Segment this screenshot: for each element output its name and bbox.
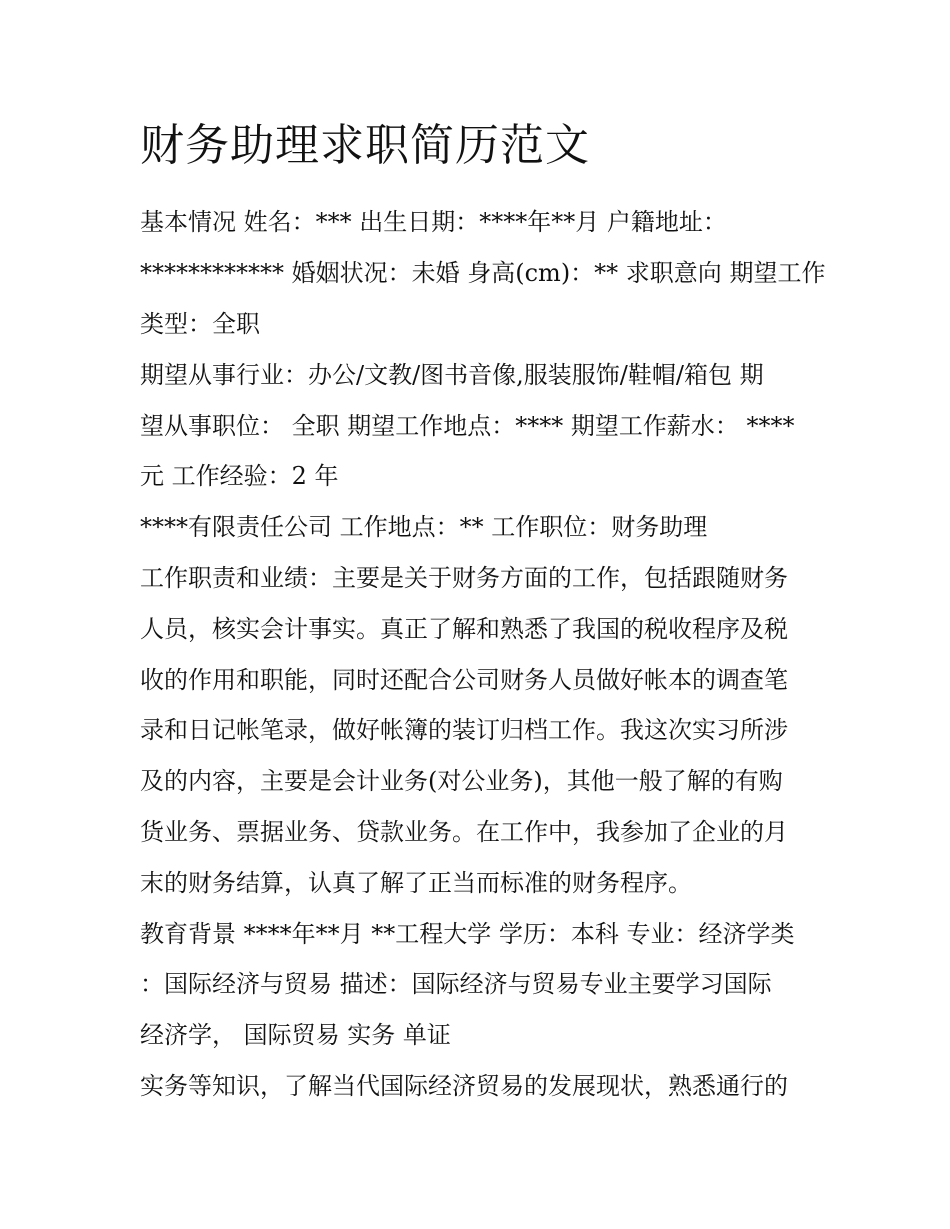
text-line: 基本情况 姓名：*** 出生日期：****年**月 户籍地址： bbox=[140, 208, 727, 236]
document-title: 财务助理求职简历范文 bbox=[140, 120, 590, 171]
text-line: 收的作用和职能，同时还配合公司财务人员做好帐本的调查笔 bbox=[140, 666, 788, 694]
text-line: 货业务、票据业务、贷款业务。在工作中，我参加了企业的月 bbox=[140, 818, 788, 846]
text-line: 及的内容，主要是会计业务(对公业务)，其他一般了解的有购 bbox=[140, 767, 783, 795]
text-line: 教育背景 ****年**月 **工程大学 学历：本科 专业：经济学类 bbox=[140, 920, 795, 948]
text-line: 望从事职位： 全职 期望工作地点：**** 期望工作薪水： **** bbox=[140, 412, 795, 440]
text-line: ************ 婚姻状况：未婚 身高(cm)：** 求职意向 期望工作 bbox=[140, 259, 826, 287]
text-line: 经济学， 国际贸易 实务 单证 bbox=[140, 1021, 451, 1049]
text-line: 工作职责和业绩：主要是关于财务方面的工作，包括跟随财务 bbox=[140, 564, 788, 592]
text-line: 人员，核实会计事实。真正了解和熟悉了我国的税收程序及税 bbox=[140, 615, 788, 643]
text-line: 元 工作经验：2 年 bbox=[140, 462, 339, 490]
text-line: 实务等知识，了解当代国际经济贸易的发展现状，熟悉通行的 bbox=[140, 1072, 788, 1100]
text-line: ：国际经济与贸易 描述：国际经济与贸易专业主要学习国际 bbox=[140, 970, 772, 998]
text-line: 末的财务结算，认真了解了正当而标准的财务程序。 bbox=[140, 869, 692, 897]
text-line: 类型：全职 bbox=[140, 310, 260, 338]
text-line: 期望从事行业：办公/文教/图书音像,服装服饰/鞋帽/箱包 期 bbox=[140, 361, 764, 389]
text-line: ****有限责任公司 工作地点：** 工作职位：财务助理 bbox=[140, 513, 708, 541]
text-line: 录和日记帐笔录，做好帐簿的装订归档工作。我这次实习所涉 bbox=[140, 716, 788, 744]
